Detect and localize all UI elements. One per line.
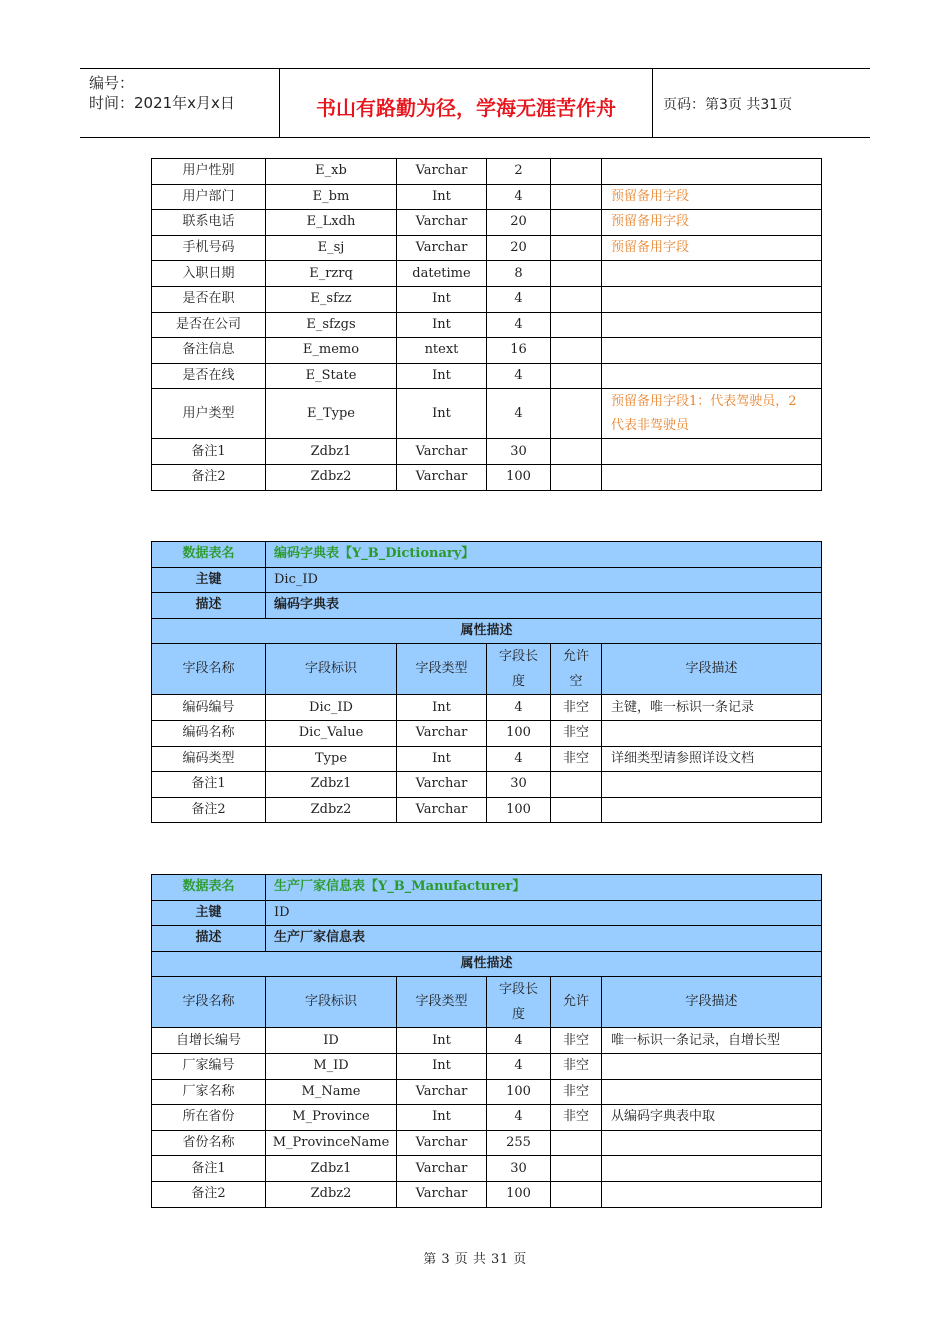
table-cell: E_State — [266, 363, 397, 389]
table-cell: 4 — [487, 363, 551, 389]
table-cell — [551, 1181, 602, 1207]
table-row — [152, 338, 822, 364]
table-cell: Dic_ID — [266, 695, 397, 721]
table-row — [152, 286, 822, 312]
table-cell — [602, 338, 822, 364]
column-header: 允许空 — [551, 644, 602, 695]
column-header: 字段描述 — [602, 644, 822, 695]
table-row — [152, 695, 822, 721]
table-row — [152, 1156, 822, 1182]
table-cell — [551, 439, 602, 465]
description-value: 生产厂家信息表 — [266, 926, 822, 952]
table-cell: 厂家名称 — [152, 1079, 266, 1105]
manufacturer-table — [151, 874, 822, 1208]
table-cell: E_memo — [266, 338, 397, 364]
table-cell — [602, 720, 822, 746]
table-cell — [551, 338, 602, 364]
table-row — [152, 439, 822, 465]
table-cell: 非空 — [551, 1105, 602, 1131]
table-cell: ID — [266, 1028, 397, 1054]
table-cell — [551, 235, 602, 261]
table-cell — [602, 464, 822, 490]
header-meta — [80, 69, 280, 137]
table-cell: Varchar — [397, 797, 487, 823]
table-cell — [551, 184, 602, 210]
column-header: 字段标识 — [266, 977, 397, 1028]
table-cell: 100 — [487, 464, 551, 490]
table-cell: 4 — [487, 1105, 551, 1131]
table-row — [152, 1130, 822, 1156]
table-cell — [602, 797, 822, 823]
table-cell — [551, 464, 602, 490]
table-cell — [551, 772, 602, 798]
table-cell: 用户性别 — [152, 159, 266, 185]
table-cell: 自增长编号 — [152, 1028, 266, 1054]
table-row — [152, 772, 822, 798]
table-cell: 非空 — [551, 720, 602, 746]
table-name-label: 数据表名 — [152, 875, 266, 901]
table-cell: 用户类型 — [152, 389, 266, 439]
description-label: 描述 — [152, 593, 266, 619]
table-cell: 100 — [487, 720, 551, 746]
table-cell: M_Province — [266, 1105, 397, 1131]
table-row — [152, 261, 822, 287]
column-header: 字段标识 — [266, 644, 397, 695]
table-cell: Int — [397, 746, 487, 772]
page-header — [80, 68, 870, 138]
table-cell — [602, 772, 822, 798]
table-cell — [551, 312, 602, 338]
table-cell — [551, 1156, 602, 1182]
table-cell: 4 — [487, 184, 551, 210]
table-cell: 20 — [487, 235, 551, 261]
column-header: 字段描述 — [602, 977, 822, 1028]
table-cell: 100 — [487, 1079, 551, 1105]
table-cell — [602, 1156, 822, 1182]
dictionary-table — [151, 541, 822, 823]
table-cell: Varchar — [397, 159, 487, 185]
column-header: 字段类型 — [397, 644, 487, 695]
table-cell: Int — [397, 1053, 487, 1079]
table-cell — [602, 261, 822, 287]
table-cell: 100 — [487, 1181, 551, 1207]
description-value: 编码字典表 — [266, 593, 822, 619]
table-cell: 16 — [487, 338, 551, 364]
table-row — [152, 720, 822, 746]
table-cell: Varchar — [397, 235, 487, 261]
table-cell: M_ID — [266, 1053, 397, 1079]
column-header: 字段名称 — [152, 977, 266, 1028]
table-cell — [551, 797, 602, 823]
table-cell: 20 — [487, 210, 551, 236]
table-cell: 编码名称 — [152, 720, 266, 746]
table-cell: 预留备用字段 — [602, 235, 822, 261]
table-cell — [551, 1130, 602, 1156]
column-header: 字段类型 — [397, 977, 487, 1028]
table-cell: 255 — [487, 1130, 551, 1156]
table-cell: 非空 — [551, 695, 602, 721]
table-cell: 预留备用字段 — [602, 184, 822, 210]
table-cell: 备注1 — [152, 772, 266, 798]
column-header: 字段名称 — [152, 644, 266, 695]
table-cell: 是否在线 — [152, 363, 266, 389]
table-row — [152, 746, 822, 772]
primary-key-value: Dic_ID — [266, 567, 822, 593]
table-cell: Varchar — [397, 772, 487, 798]
table-name-value: 生产厂家信息表【Y_B_Manufacturer】 — [266, 875, 822, 901]
table-cell: 备注2 — [152, 464, 266, 490]
table-cell: E_xb — [266, 159, 397, 185]
table-cell: 编码类型 — [152, 746, 266, 772]
table-cell: Zdbz2 — [266, 464, 397, 490]
table-cell: 预留备用字段 — [602, 210, 822, 236]
table-cell: Varchar — [397, 1130, 487, 1156]
table-cell: 是否在公司 — [152, 312, 266, 338]
table-cell: 备注1 — [152, 439, 266, 465]
table-cell: 编码编号 — [152, 695, 266, 721]
table-cell: Varchar — [397, 720, 487, 746]
table-row — [152, 797, 822, 823]
table-cell — [602, 1130, 822, 1156]
table-cell: 2 — [487, 159, 551, 185]
time-label: 时间：2021年x月x日 — [89, 94, 235, 112]
table-cell — [551, 389, 602, 439]
table-cell: 非空 — [551, 746, 602, 772]
table-cell: E_Lxdh — [266, 210, 397, 236]
table-name-value: 编码字典表【Y_B_Dictionary】 — [266, 542, 822, 568]
table-cell: 4 — [487, 389, 551, 439]
table-cell: Int — [397, 184, 487, 210]
table-row — [152, 363, 822, 389]
table-cell — [551, 261, 602, 287]
table-cell: E_sj — [266, 235, 397, 261]
table-cell: 手机号码 — [152, 235, 266, 261]
description-label: 描述 — [152, 926, 266, 952]
table-cell — [602, 286, 822, 312]
table-cell: 用户部门 — [152, 184, 266, 210]
table-cell: Int — [397, 312, 487, 338]
table-cell: 备注1 — [152, 1156, 266, 1182]
attribute-header: 属性描述 — [152, 618, 822, 644]
table-cell: 非空 — [551, 1028, 602, 1054]
table-cell — [602, 1053, 822, 1079]
number-label: 编号： — [89, 74, 135, 92]
table-cell: 30 — [487, 1156, 551, 1182]
table-row — [152, 159, 822, 185]
table-cell: 非空 — [551, 1053, 602, 1079]
table-cell: Varchar — [397, 210, 487, 236]
table-row — [152, 389, 822, 439]
table-cell — [602, 1181, 822, 1207]
table-cell: Varchar — [397, 439, 487, 465]
table-cell: 4 — [487, 1053, 551, 1079]
table-row — [152, 1181, 822, 1207]
column-header: 字段长度 — [487, 644, 551, 695]
table-cell: Varchar — [397, 1156, 487, 1182]
table-cell: Varchar — [397, 1181, 487, 1207]
table-cell — [551, 286, 602, 312]
table-cell: Int — [397, 389, 487, 439]
table-cell: 入职日期 — [152, 261, 266, 287]
user-table-continued — [151, 158, 822, 491]
table-row — [152, 1053, 822, 1079]
primary-key-value: ID — [266, 900, 822, 926]
table-cell: 4 — [487, 312, 551, 338]
table-row — [152, 312, 822, 338]
table-cell: Int — [397, 286, 487, 312]
table-cell: Int — [397, 363, 487, 389]
table-cell: 4 — [487, 746, 551, 772]
column-header: 字段长度 — [487, 977, 551, 1028]
table-cell: 4 — [487, 1028, 551, 1054]
table-cell: M_ProvinceName — [266, 1130, 397, 1156]
table-row — [152, 1028, 822, 1054]
table-cell: 4 — [487, 286, 551, 312]
table-cell: 备注2 — [152, 1181, 266, 1207]
table-cell: M_Name — [266, 1079, 397, 1105]
table-cell: 100 — [487, 797, 551, 823]
table-cell: 从编码字典表中取 — [602, 1105, 822, 1131]
table-cell: Zdbz1 — [266, 439, 397, 465]
table-cell: E_sfzgs — [266, 312, 397, 338]
table-cell: Int — [397, 1028, 487, 1054]
header-page-label: 页码：第3页 共31页 — [663, 97, 793, 113]
table-cell: 备注2 — [152, 797, 266, 823]
table-cell: ntext — [397, 338, 487, 364]
table-cell: 所在省份 — [152, 1105, 266, 1131]
page-footer: 第 3 页 共 31 页 — [423, 1252, 527, 1267]
table-cell: 联系电话 — [152, 210, 266, 236]
table-cell: 非空 — [551, 1079, 602, 1105]
table-cell: Zdbz2 — [266, 797, 397, 823]
table-cell: 厂家编号 — [152, 1053, 266, 1079]
header-motto: 书山有路勤为径，学海无涯苦作舟 — [280, 69, 653, 137]
attribute-header: 属性描述 — [152, 951, 822, 977]
table-row — [152, 1105, 822, 1131]
table-cell — [602, 312, 822, 338]
table-cell — [602, 1079, 822, 1105]
table-cell: Dic_Value — [266, 720, 397, 746]
table-cell: 是否在职 — [152, 286, 266, 312]
table-cell: E_rzrq — [266, 261, 397, 287]
table-row — [152, 235, 822, 261]
table-row — [152, 210, 822, 236]
table-cell: 详细类型请参照详设文档 — [602, 746, 822, 772]
table-row — [152, 184, 822, 210]
table-cell: 30 — [487, 439, 551, 465]
table-cell: datetime — [397, 261, 487, 287]
table-cell: Zdbz1 — [266, 772, 397, 798]
table-cell: 备注信息 — [152, 338, 266, 364]
table-cell: E_Type — [266, 389, 397, 439]
table-cell — [602, 159, 822, 185]
table-cell: Int — [397, 695, 487, 721]
table-name-label: 数据表名 — [152, 542, 266, 568]
table-cell — [602, 439, 822, 465]
table-cell: E_bm — [266, 184, 397, 210]
table-row — [152, 1079, 822, 1105]
table-row — [152, 464, 822, 490]
primary-key-label: 主键 — [152, 567, 266, 593]
table-cell: Zdbz2 — [266, 1181, 397, 1207]
table-cell: 省份名称 — [152, 1130, 266, 1156]
table-cell: 预留备用字段1：代表驾驶员，2代表非驾驶员 — [602, 389, 822, 439]
table-cell: Varchar — [397, 464, 487, 490]
table-cell: Int — [397, 1105, 487, 1131]
primary-key-label: 主键 — [152, 900, 266, 926]
table-cell — [551, 159, 602, 185]
table-cell — [551, 210, 602, 236]
table-cell: Varchar — [397, 1079, 487, 1105]
column-header: 允许 — [551, 977, 602, 1028]
table-cell: 4 — [487, 695, 551, 721]
table-cell: 唯一标识一条记录，自增长型 — [602, 1028, 822, 1054]
table-cell: E_sfzz — [266, 286, 397, 312]
table-cell: 主键，唯一标识一条记录 — [602, 695, 822, 721]
table-cell: 8 — [487, 261, 551, 287]
table-cell — [551, 363, 602, 389]
table-cell: 30 — [487, 772, 551, 798]
table-cell: Type — [266, 746, 397, 772]
table-cell — [602, 363, 822, 389]
table-cell: Zdbz1 — [266, 1156, 397, 1182]
